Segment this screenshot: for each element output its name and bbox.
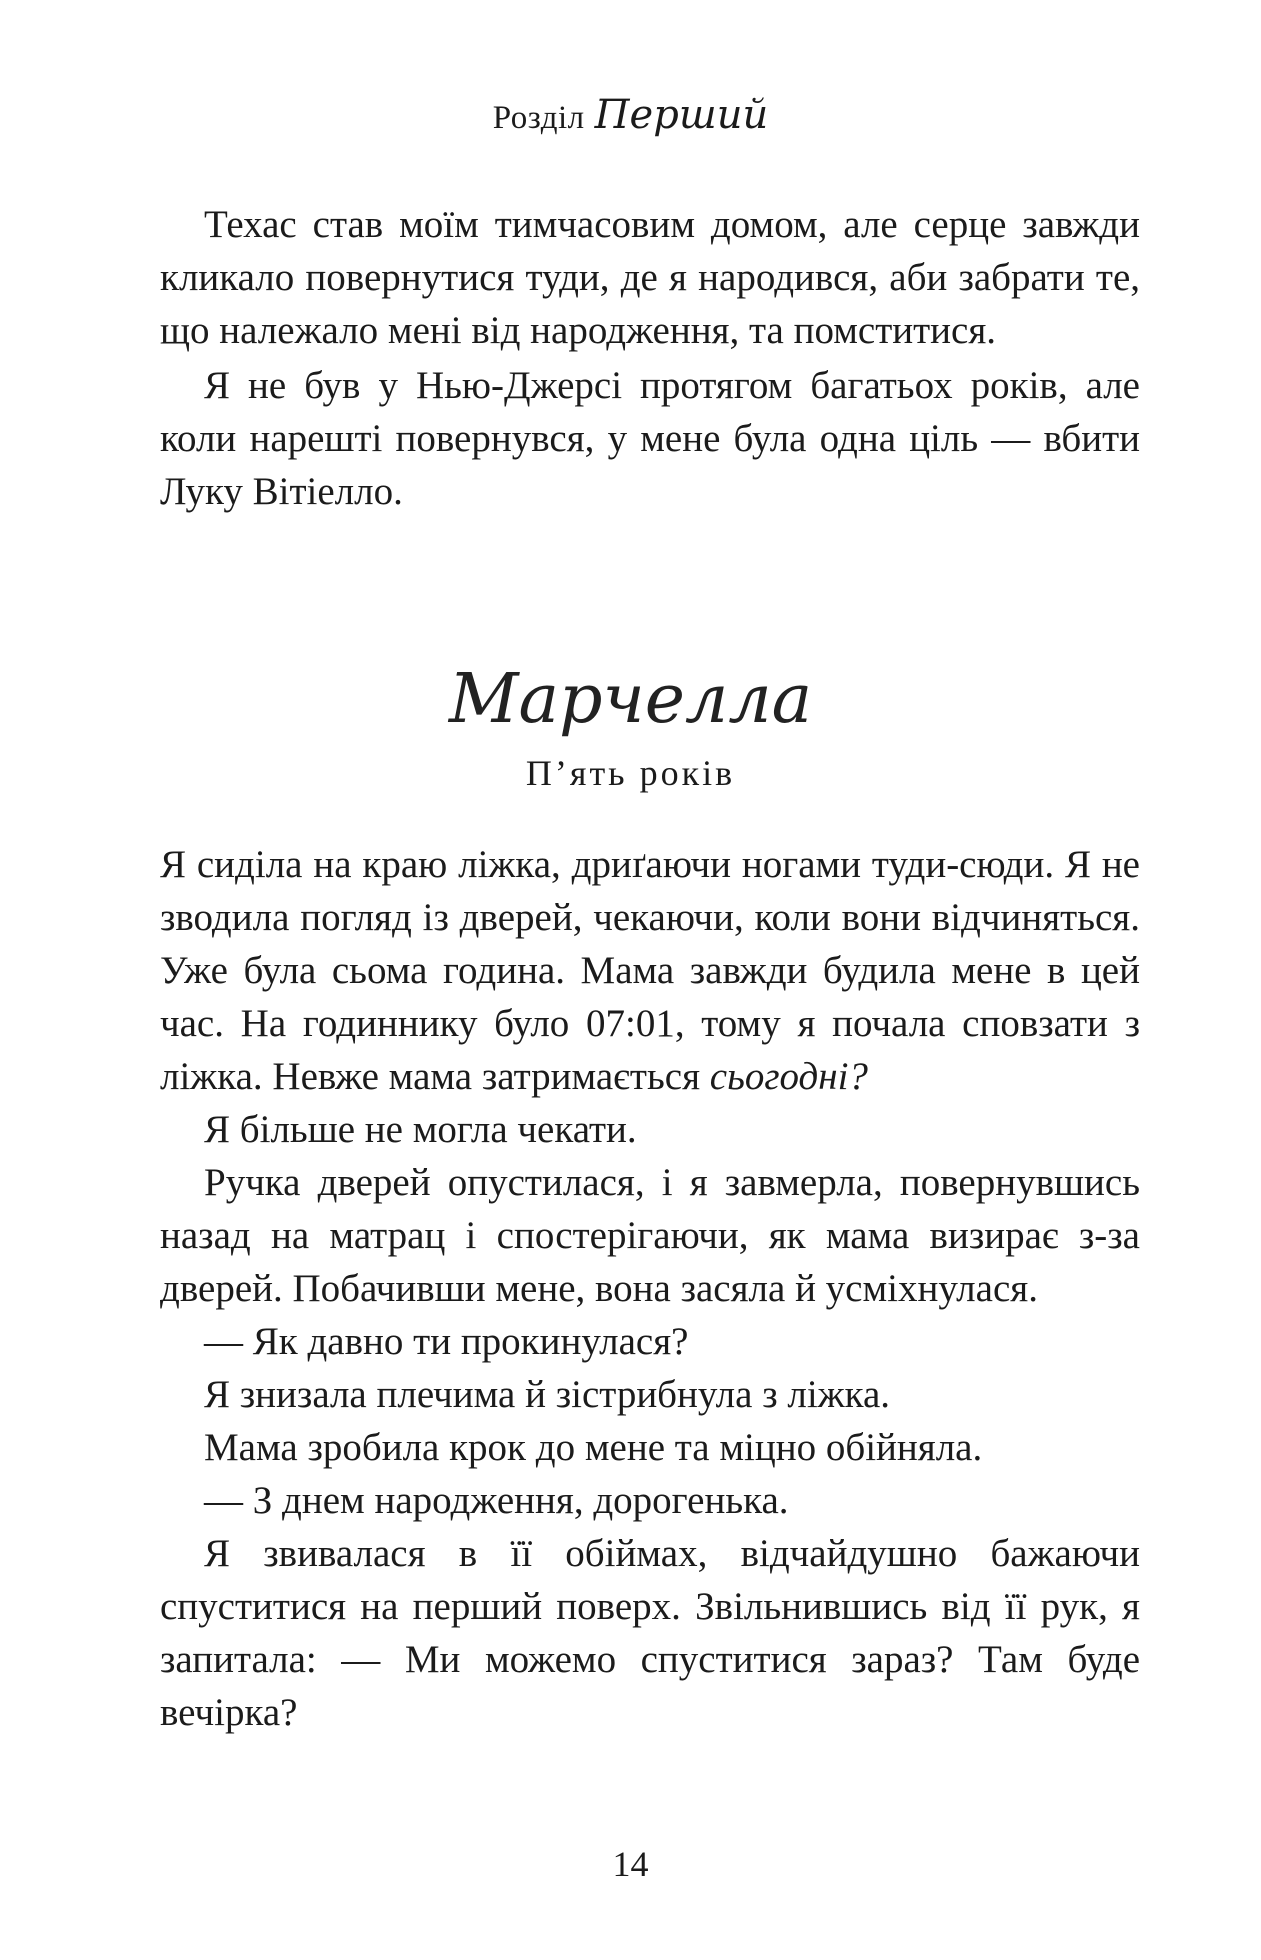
section-two-text [160, 838, 1140, 1739]
paragraph: Я знизала плечима й зістрибнула з ліжка. [204, 1373, 891, 1416]
chapter-heading-subtitle: П’ять років [525, 753, 736, 793]
paragraph-text: Я сиділа на краю ліжка, дриґаючи ногами туди-сюди. Я не зводила погляд із дверей, чекаючи, коли вони відчиняться. Уже була сьома година. Мама завжди будила мене в цей час. На годиннику було 07:01, тому я почала сповзати з ліжка. Невже мама затримається [160, 843, 1140, 1098]
paragraph: Ручка дверей опустилася, і я завмерла, повернувшись назад на матрац і спостерігаючи, як мама визирає з-за дверей. Побачивши мене, вона засяла й усміхнулася. [160, 1161, 1140, 1310]
section-one-text [160, 198, 1140, 518]
paragraph: Техас став моїм тимчасовим домом, але серце завжди кликало повернутися туди, де я народився, аби забрати те, що належало мені від народження, та помститися. [160, 203, 1140, 352]
chapter-title-script: Перший [594, 92, 769, 138]
paragraph: Я не був у Нью-Джерсі протягом багатьох років, але коли нарешті повернувся, у мене була одна ціль — вбити Луку Вітіелло. [160, 364, 1140, 513]
page-number: 14 [612, 1844, 649, 1884]
emphasis-text: сьогодні? [709, 1055, 868, 1098]
running-header [0, 92, 1261, 138]
dialogue-line: — З днем народження, дорогенька. [204, 1479, 789, 1522]
paragraph: Мама зробила крок до мене та міцно обійняла. [204, 1426, 983, 1469]
chapter-label: Розділ [492, 100, 585, 136]
paragraph: Я звивалася в її обіймах, відчайдушно бажаючи спуститися на перший поверх. Звільнившись від її рук, я запитала: — Ми можемо спуститися зараз? Там буде вечірка? [160, 1532, 1140, 1734]
paragraph [160, 838, 1140, 1103]
dialogue-line: — Як давно ти прокинулася? [204, 1320, 689, 1363]
chapter-heading-name: Марчелла [448, 660, 813, 739]
paragraph: Я більше не могла чекати. [204, 1108, 637, 1151]
